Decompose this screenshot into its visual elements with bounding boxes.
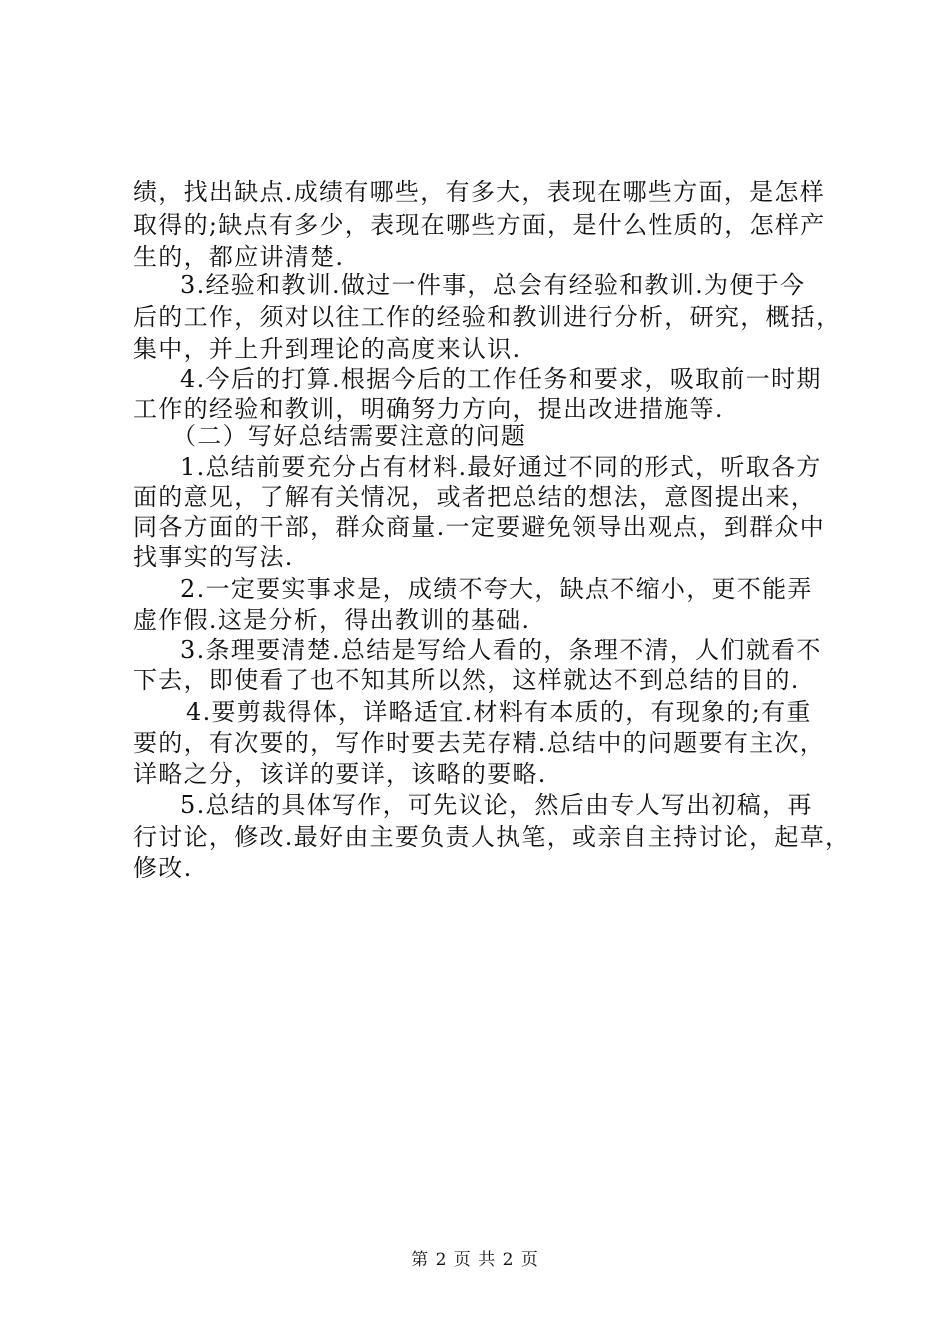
paragraph-line: 详略之分，该详的要详，该略的要略. [133,760,547,788]
paragraph-line: 3.条理要清楚.总结是写给人看的，条理不清，人们就看不 [180,636,822,664]
paragraph-line: 1.总结前要充分占有材料.最好通过不同的形式，听取各方 [180,453,822,481]
paragraph-line: 面的意见，了解有关情况，或者把总结的想法，意图提出来， [133,483,817,511]
paragraph-line: 虚作假.这是分析，得出教训的基础. [133,606,531,634]
paragraph-line: 取得的;缺点有多少，表现在哪些方面，是什么性质的，怎样产 [133,211,826,239]
paragraph-line: 修改. [133,854,193,882]
paragraph-line: 5.总结的具体写作，可先议论，然后由专人写出初稿，再 [180,791,813,819]
paragraph-line: 集中，并上升到理论的高度来认识. [133,335,522,363]
paragraph-line: 生的，都应讲清楚. [133,243,345,271]
paragraph-line: 工作的经验和教训，明确努力方向，提出改进措施等. [133,395,724,423]
paragraph-line: 行讨论，修改.最好由主要负责人执笔，或亲自主持讨论，起草， [133,823,851,851]
paragraph-line: 同各方面的干部，群众商量.一定要避免领导出观点，到群众中 [133,513,826,541]
paragraph-line: 2.一定要实事求是，成绩不夸大，缺点不缩小，更不能弄 [180,575,813,603]
paragraph-line: 4.今后的打算.根据今后的工作任务和要求，吸取前一时期 [180,365,822,393]
paragraph-line: 要的，有次要的，写作时要去芜存精.总结中的问题要有主次， [133,729,826,757]
section-heading: （二）写好总结需要注意的问题 [172,422,527,450]
page-number-footer: 第 2 页 共 2 页 [411,1250,539,1270]
paragraph-line: 绩，找出缺点.成绩有哪些，有多大，表现在哪些方面，是怎样 [133,178,826,206]
paragraph-line: 下去，即使看了也不知其所以然，这样就达不到总结的目的. [133,666,800,694]
paragraph-line: 4.要剪裁得体，详略适宜.材料有本质的，有现象的;有重 [186,698,812,726]
paragraph-line: 找事实的写法. [133,543,294,571]
paragraph-line: 3.经验和教训.做过一件事，总会有经验和教训.为便于今 [180,271,806,299]
paragraph-line: 后的工作，须对以往工作的经验和教训进行分析，研究，概括， [133,303,842,331]
